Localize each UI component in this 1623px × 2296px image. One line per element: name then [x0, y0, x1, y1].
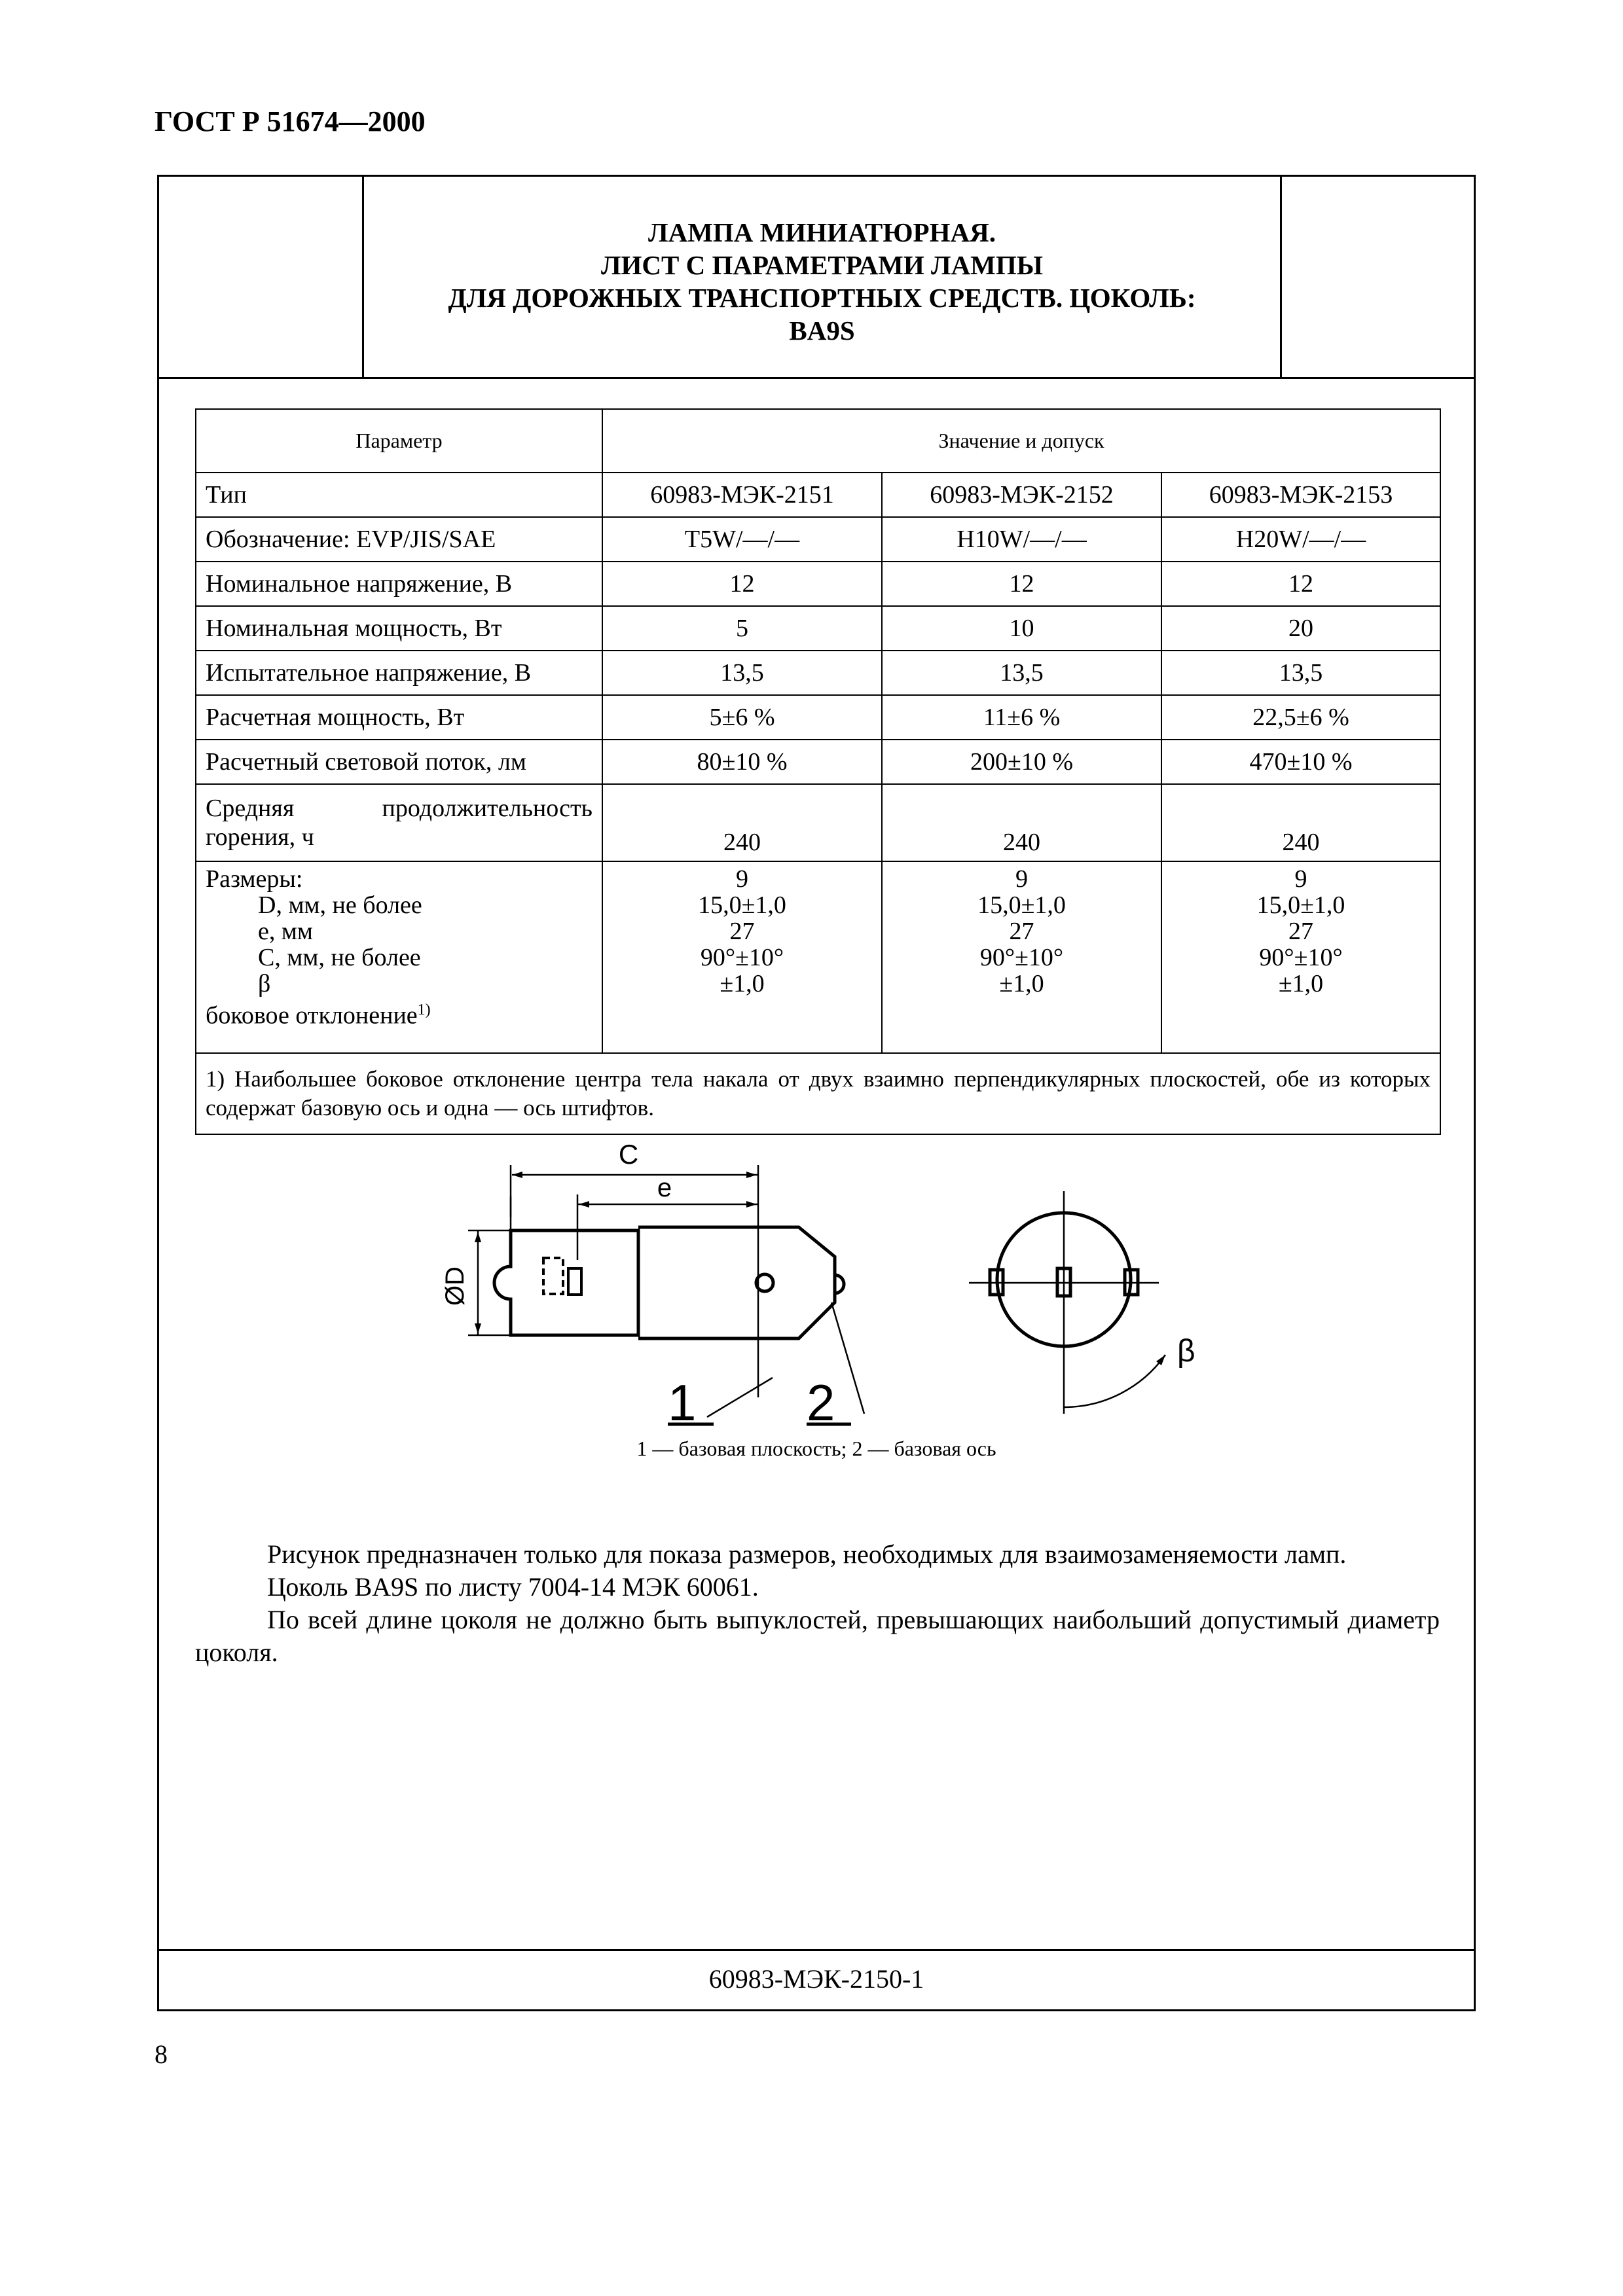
ref-label-1: 1 — [668, 1374, 697, 1427]
table-footnote: 1) Наибольшее боковое отклонение центра тела накала от двух взаимно перпендикулярных плоскостей, обе из которых содержат базовую ось и одна — ось штифтов. — [196, 1053, 1440, 1134]
dims-sub-label: β — [258, 970, 271, 997]
standard-number: ГОСТ Р 51674—2000 — [155, 105, 426, 137]
dims-values — [602, 861, 882, 1053]
life-label-line1: Средняя продолжительность — [206, 795, 593, 822]
row-label: Расчетный световой поток, лм — [196, 740, 602, 784]
table-row-life — [196, 784, 1440, 861]
cell-value: 80±10 % — [602, 740, 882, 784]
cell-value: 470±10 % — [1161, 740, 1440, 784]
cell-value: 9 — [1015, 865, 1028, 893]
cell-value: 15,0±1,0 — [698, 891, 786, 919]
dim-label-d: ØD — [441, 1266, 469, 1306]
dims-sub-label: D, мм, не более — [258, 891, 422, 919]
cell-value: H10W/—/— — [882, 517, 1161, 562]
cell-value: 200±10 % — [882, 740, 1161, 784]
cell-value: 20 — [1161, 606, 1440, 651]
note-paragraph: По всей длине цоколя не должно быть выпуклостей, превышающих наибольший допустимый диаметр цоколя. — [195, 1605, 1440, 1667]
dim-label-c: C — [618, 1139, 639, 1170]
table-footnote-row — [196, 1053, 1440, 1134]
header-divider-right — [1280, 175, 1282, 377]
cell-value: 27 — [1009, 918, 1034, 945]
table-row — [196, 517, 1440, 562]
title-line: ДЛЯ ДОРОЖНЫХ ТРАНСПОРТНЫХ СРЕДСТВ. ЦОКОЛЬ: — [448, 283, 1196, 313]
table-row — [196, 740, 1440, 784]
row-label: Обозначение: EVP/JIS/SAE — [196, 517, 602, 562]
table-row — [196, 606, 1440, 651]
cell-value: 90°±10° — [1259, 944, 1343, 971]
cell-value: 12 — [602, 562, 882, 606]
cell-value: 13,5 — [602, 651, 882, 695]
row-label: Расчетная мощность, Вт — [196, 695, 602, 740]
ref-label-2: 2 — [807, 1374, 835, 1427]
cell-value: ±1,0 — [720, 970, 765, 997]
row-label: Тип — [196, 473, 602, 517]
note-paragraph: Рисунок предназначен только для показа размеров, необходимых для взаимозаменяемости ламп. — [267, 1539, 1347, 1569]
cell-value: 15,0±1,0 — [977, 891, 1066, 919]
cell-value: 240 — [1161, 784, 1440, 861]
cell-value: H20W/—/— — [1161, 517, 1440, 562]
cell-value: 240 — [602, 784, 882, 861]
cell-value: 5 — [602, 606, 882, 651]
table-row — [196, 695, 1440, 740]
cell-value: 60983-МЭК-2152 — [882, 473, 1161, 517]
cell-value: 60983-МЭК-2153 — [1161, 473, 1440, 517]
cell-value: T5W/—/— — [602, 517, 882, 562]
cell-value: ±1,0 — [999, 970, 1044, 997]
cell-value: 12 — [882, 562, 1161, 606]
table-row-dimensions — [196, 861, 1440, 1053]
dims-sub-label: e, мм — [258, 918, 313, 945]
cell-value: 12 — [1161, 562, 1440, 606]
sheet-number: 60983-МЭК-2150-1 — [708, 1964, 924, 1994]
page-number: 8 — [155, 2039, 168, 2069]
cell-value: 11±6 % — [882, 695, 1161, 740]
table-row — [196, 651, 1440, 695]
cell-value: 240 — [882, 784, 1161, 861]
cell-value: 22,5±6 % — [1161, 695, 1440, 740]
footer-divider — [157, 1949, 1476, 1951]
footnote-mark: 1) — [417, 1001, 431, 1018]
cell-value: 15,0±1,0 — [1256, 891, 1345, 919]
dims-values — [1161, 861, 1440, 1053]
cell-value: 90°±10° — [979, 944, 1064, 971]
cell-value: ±1,0 — [1278, 970, 1324, 997]
cell-value: 9 — [736, 865, 748, 893]
cell-value: 13,5 — [1161, 651, 1440, 695]
dims-label: Размеры: — [206, 865, 303, 893]
row-label: Номинальная мощность, Вт — [196, 606, 602, 651]
table-header-row — [196, 409, 1440, 473]
cell-value: 10 — [882, 606, 1161, 651]
cell-value: 5±6 % — [602, 695, 882, 740]
param-column-header: Параметр — [196, 409, 602, 473]
cell-value: 27 — [729, 918, 755, 945]
value-column-header: Значение и допуск — [602, 409, 1440, 473]
header-divider-bottom — [157, 377, 1476, 379]
table-row — [196, 562, 1440, 606]
dims-sub-label: C, мм, не более — [258, 944, 421, 971]
dims-sub-label-lateral — [206, 997, 593, 1029]
row-label — [196, 861, 602, 1053]
parameters-table — [195, 408, 1441, 1135]
dims-values — [882, 861, 1161, 1053]
lamp-base-drawing — [406, 1139, 1257, 1427]
title-line: ЛИСТ С ПАРАМЕТРАМИ ЛАМПЫ — [600, 250, 1044, 280]
cell-value: 90°±10° — [700, 944, 784, 971]
cell-value: 13,5 — [882, 651, 1161, 695]
lateral-label: боковое отклонение — [206, 1001, 418, 1030]
row-label — [196, 784, 602, 861]
title-line: ЛАМПА МИНИАТЮРНАЯ. — [648, 217, 996, 247]
note-paragraph: Цоколь BA9S по листу 7004-14 МЭК 60061. — [267, 1572, 759, 1602]
title-line: BA9S — [789, 315, 855, 346]
row-label: Номинальное напряжение, В — [196, 562, 602, 606]
cell-value: 27 — [1288, 918, 1314, 945]
row-label: Испытательное напряжение, В — [196, 651, 602, 695]
notes-text — [195, 1538, 1440, 1669]
life-label-line2: горения, ч — [206, 823, 314, 851]
drawing-caption: 1 — базовая плоскость; 2 — базовая ось — [636, 1437, 996, 1460]
table-row — [196, 473, 1440, 517]
cell-value: 9 — [1294, 865, 1307, 893]
dim-label-e: e — [657, 1174, 672, 1202]
angle-label-beta: β — [1177, 1334, 1195, 1369]
sheet-title — [364, 216, 1280, 347]
cell-value: 60983-МЭК-2151 — [602, 473, 882, 517]
